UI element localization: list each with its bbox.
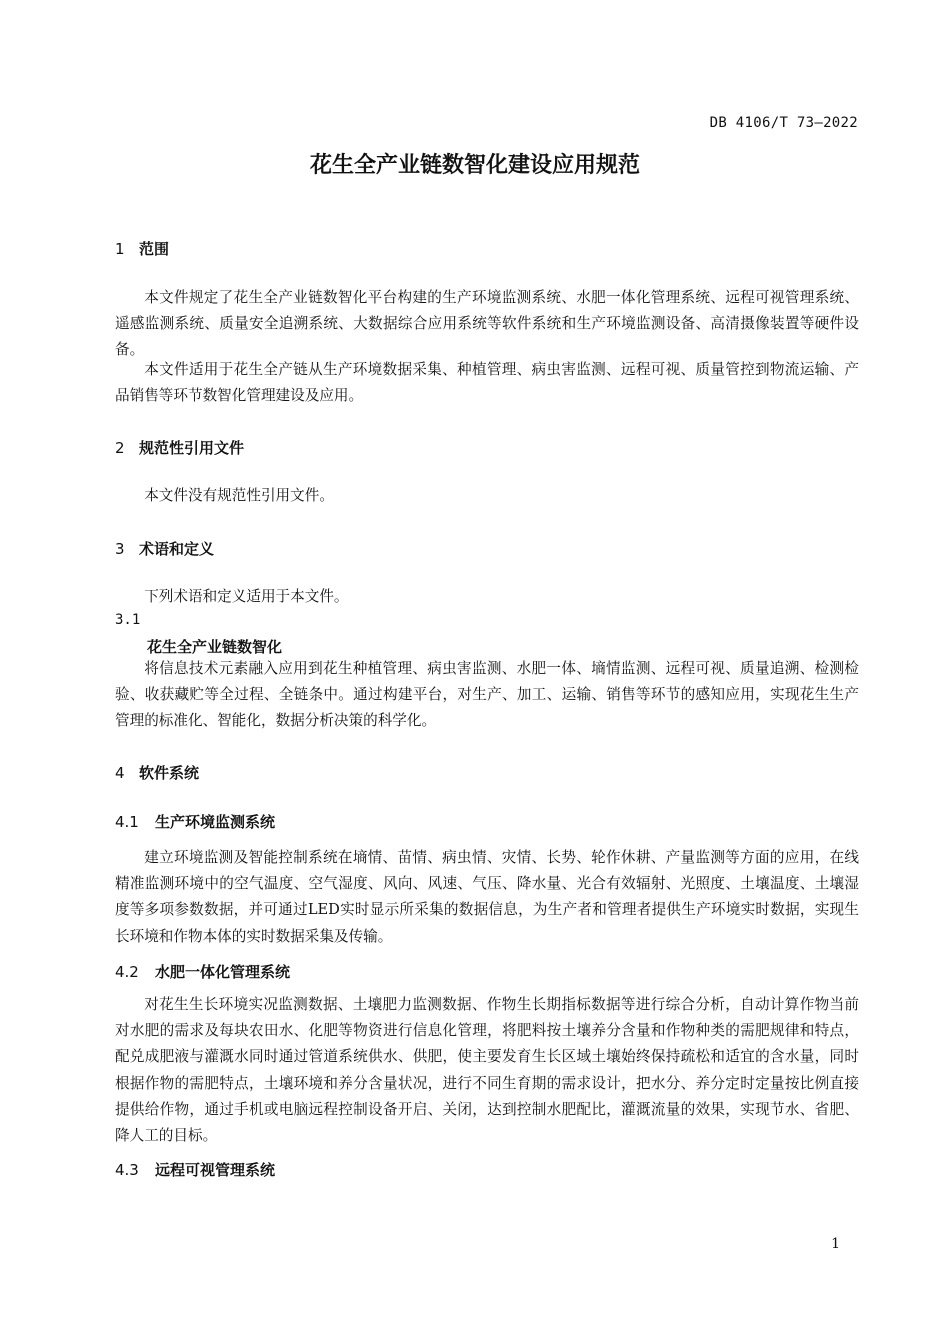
term-3-1-definition: 将信息技术元素融入应用到花生种植管理、病虫害监测、水肥一体、墒情监测、远程可视、质量追溯、检测检验、收获藏贮等全过程、全链条中。通过构建平台，对生产、加工、运输、销售等环节的感知应用，实现花生生产管理的标准化、智能化，数据分析决策的科学化。 [115, 660, 859, 730]
section-number: 3 [115, 540, 125, 558]
section-number: 4.2 [115, 963, 139, 981]
section-1-paragraph-1: 本文件规定了花生全产业链数智化平台构建的生产环境监测系统、水肥一体化管理系统、远程可视管理系统、遥感监测系统、质量安全追溯系统、大数据综合应用系统等软件系统和生产环境监测设备、高清摄像装置等硬件设备。 [115, 289, 859, 359]
section-2-paragraph-1: 本文件没有规范性引用文件。 [144, 487, 334, 504]
document-title: 花生全产业链数智化建设应用规范 [309, 153, 640, 178]
section-number: 4 [115, 764, 125, 782]
section-4-1-paragraph: 建立环境监测及智能控制系统在墒情、苗情、病虫情、灾情、长势、轮作休耕、产量监测等方面的应用，在线精准监测环境中的空气温度、空气湿度、风向、风速、气压、降水量、光合有效辐射、光照度、土壤温度、土壤湿度等多项参数数据，并可通过LED实时显示所采集的数据信息，为生产者和管理者提供生产环境实时数据，实现生长环境和作物本体的实时数据采集及传输。 [115, 849, 859, 945]
section-title: 水肥一体化管理系统 [155, 963, 291, 981]
section-number: 1 [115, 240, 125, 258]
section-title: 软件系统 [139, 764, 200, 782]
section-4-2-paragraph: 对花生生长环境实况监测数据、土壤肥力监测数据、作物生长期指标数据等进行综合分析，自动计算作物当前对水肥的需求及每块农田水、化肥等物资进行信息化管理，将肥料按土壤养分含量和作物种类的需肥规律和特点，配兑成肥液与灌溉水同时通过管道系统供水、供肥，使主要发育生长区域土壤始终保持疏松和适宜的含水量，同时根据作物的需肥特点，土壤环境和养分含量状况，进行不同生育期的需求设计，把水分、养分定时定量按比例直接提供给作物，通过手机或电脑远程控制设备开启、关闭，达到控制水肥配比，灌溉流量的效果，实现节水、省肥、降人工的目标。 [115, 996, 859, 1145]
term-3-1-name: 花生全产业链数智化 [147, 638, 283, 656]
section-4-3-heading [115, 1159, 275, 1180]
term-3-1-number: 3.1 [115, 612, 141, 628]
section-number: 2 [115, 439, 125, 457]
section-4-1-heading [115, 811, 275, 832]
section-2-heading [115, 437, 244, 458]
section-1-paragraph-2: 本文件适用于花生全产链从生产环境数据采集、种植管理、病虫害监测、远程可视、质量管控到物流运输、产品销售等环节数智化管理建设及应用。 [115, 361, 859, 405]
section-title: 远程可视管理系统 [155, 1161, 276, 1179]
section-4-2-heading [115, 961, 290, 982]
section-4-heading [115, 762, 199, 783]
page-number: 1 [831, 1236, 840, 1252]
section-title: 生产环境监测系统 [155, 813, 276, 831]
section-number: 4.3 [115, 1161, 139, 1179]
document-code: DB 4106/T 73—2022 [709, 115, 858, 131]
section-3-paragraph-1: 下列术语和定义适用于本文件。 [144, 588, 349, 605]
section-number: 4.1 [115, 813, 139, 831]
section-title: 规范性引用文件 [139, 439, 245, 457]
section-3-heading [115, 538, 214, 559]
section-1-heading [115, 238, 169, 259]
section-title: 范围 [139, 240, 170, 258]
section-title: 术语和定义 [139, 540, 215, 558]
